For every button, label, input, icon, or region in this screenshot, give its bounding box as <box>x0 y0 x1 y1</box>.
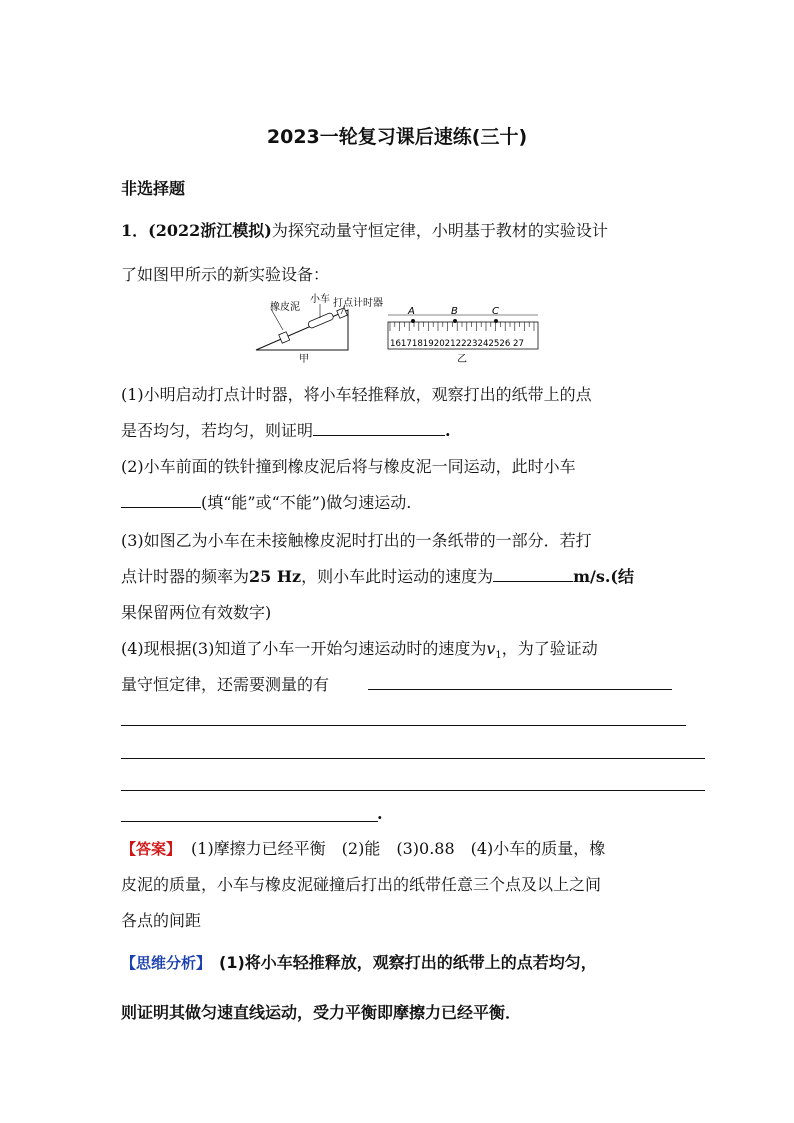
part-1-text: 是否均匀，若均匀，则证明 <box>121 421 314 440</box>
label-jia: 甲 <box>299 354 309 365</box>
point-b-label: B <box>451 306 458 317</box>
answer-text-1: (1)摩擦力已经平衡 (2)能 (3)0.88 (4)小车的质量，橡 <box>191 839 606 858</box>
part-2-line-1: (2)小车前面的铁针撞到橡皮泥后将与橡皮泥一同运动，此时小车 <box>121 457 576 476</box>
part-4-period: . <box>377 804 383 823</box>
point-b-dot <box>453 319 457 323</box>
figure-jia <box>256 292 383 365</box>
part-2-text: (填“能”或“不能”)做匀速运动. <box>201 493 412 512</box>
point-a-label: A <box>408 306 415 317</box>
part-1-period: . <box>445 421 451 440</box>
part-4-v-symbol: v <box>486 639 496 658</box>
label-timer: 打点计时器 <box>333 298 383 309</box>
part-4-blank-3[interactable] <box>121 758 705 759</box>
part-3-line-3: 果保留两位有效数字) <box>121 603 272 622</box>
question-stem-2: 了如图甲所示的新实验设备： <box>121 265 330 284</box>
part-4-blank-2[interactable] <box>121 725 686 726</box>
question-number: 1． <box>121 221 149 240</box>
label-cart: 小车 <box>310 294 330 305</box>
point-a-dot <box>411 319 415 323</box>
part-3-text-head: 点计时器的频率为 <box>121 567 250 586</box>
analysis-line-1 <box>121 950 597 973</box>
figure-yi <box>388 306 538 365</box>
question-1-line-1 <box>121 218 608 241</box>
part-3-text-mid: ，则小车此时运动的速度为 <box>301 567 494 586</box>
answer-line-3: 各点的间距 <box>121 911 202 930</box>
question-stem-1: 为探究动量守恒定律，小明基于教材的实验设计 <box>271 221 608 240</box>
cart-shape <box>307 312 334 329</box>
label-yi: 乙 <box>457 354 467 365</box>
analysis-tag: 【思维分析】 <box>121 954 212 972</box>
part-3-frequency: 25 Hz <box>249 567 302 586</box>
part-3-line-1: (3)如图乙为小车在未接触橡皮泥时打出的一条纸带的一部分．若打 <box>121 531 592 550</box>
section-heading: 非选择题 <box>121 179 186 198</box>
part-1-line-2 <box>121 418 451 441</box>
point-c-label: C <box>492 306 499 317</box>
incline-ramp <box>256 310 348 350</box>
part-4-blank-4[interactable] <box>121 790 705 791</box>
part-4-v-subscript: 1 <box>495 650 502 662</box>
part-4-line-1 <box>121 636 598 661</box>
part-3-line-2 <box>121 564 634 587</box>
timer-shape <box>337 308 347 318</box>
part-1-blank[interactable] <box>313 420 445 436</box>
question-source: (2022浙江模拟) <box>148 221 272 240</box>
part-2-blank[interactable] <box>121 492 201 508</box>
page-title: 2023一轮复习课后速练(三十) <box>266 126 528 148</box>
part-3-unit: m/s.(结 <box>573 567 635 586</box>
label-rubber: 橡皮泥 <box>270 302 300 313</box>
point-c-dot <box>494 319 498 323</box>
part-1-line-1: (1)小明启动打点计时器，将小车轻推释放，观察打出的纸带上的点 <box>121 385 592 404</box>
analysis-line-2: 则证明其做匀速直线运动，受力平衡即摩擦力已经平衡． <box>121 1003 522 1022</box>
ruler-numbers: 1617181920212223242526 27 <box>390 339 524 349</box>
part-4-blank-5[interactable] <box>121 821 378 822</box>
experiment-figure <box>250 290 550 365</box>
answer-line-2: 皮泥的质量，小车与橡皮泥碰撞后打出的纸带任意三个点及以上之间 <box>121 875 602 894</box>
answer-tag: 【答案】 <box>121 840 182 858</box>
rubber-clay-block <box>279 332 290 343</box>
analysis-text-1: (1)将小车轻推释放，观察打出的纸带上的点若均匀， <box>219 953 597 972</box>
part-3-blank[interactable] <box>493 566 573 582</box>
part-4-text-head: (4)现根据(3)知道了小车一开始匀速运动时的速度为 <box>121 639 487 658</box>
part-4-text-tail: ，为了验证动 <box>501 639 598 658</box>
part-4-text: 量守恒定律，还需要测量的有 <box>121 675 330 694</box>
part-4-blank-1[interactable] <box>368 689 672 690</box>
answer-line-1 <box>121 836 605 859</box>
part-2-line-2 <box>121 490 411 513</box>
part-4-line-2 <box>121 672 329 695</box>
